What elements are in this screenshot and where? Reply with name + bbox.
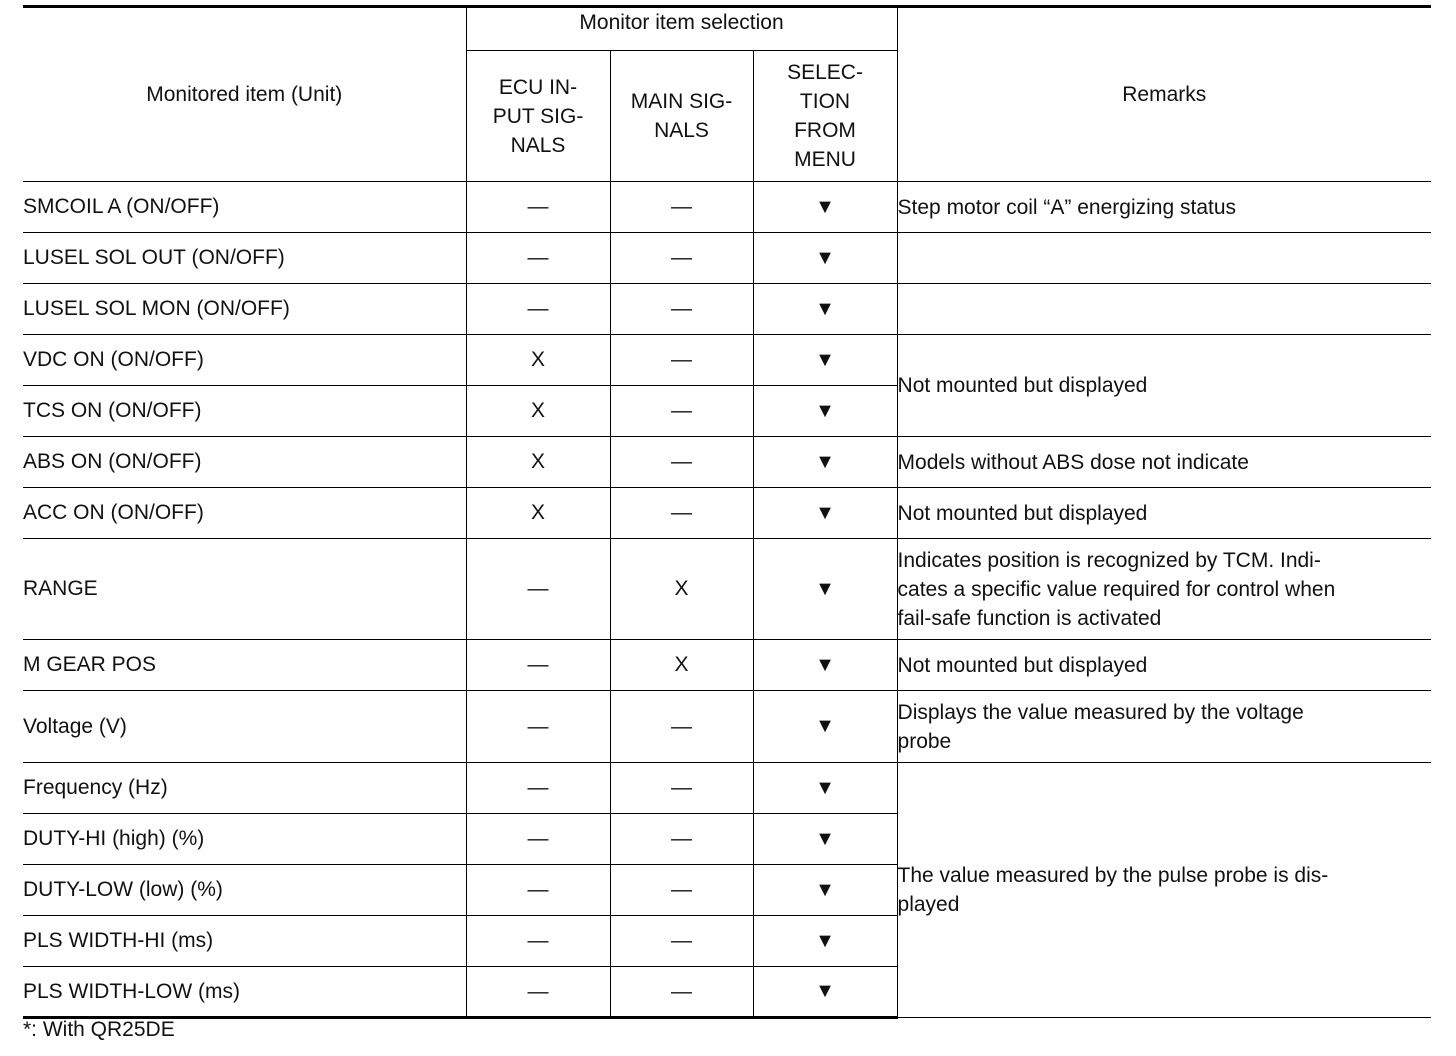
ecu-input-mark: — xyxy=(466,182,610,233)
ecu-input-mark: — xyxy=(466,763,610,814)
selection-triangle-icon: ▼ xyxy=(753,335,897,386)
selection-triangle-icon: ▼ xyxy=(753,437,897,488)
item-cell: ACC ON (ON/OFF) xyxy=(23,488,466,539)
selection-triangle-icon: ▼ xyxy=(753,763,897,814)
ecu-input-mark: — xyxy=(466,539,610,640)
table-row xyxy=(23,488,1431,539)
main-signal-mark: — xyxy=(610,284,753,335)
selection-triangle-icon: ▼ xyxy=(753,967,897,1018)
remark-cell: Not mounted but displayed xyxy=(897,640,1431,691)
selection-triangle-icon: ▼ xyxy=(753,233,897,284)
header-monitored-item: Monitored item (Unit) xyxy=(23,7,466,182)
footnote: *: With QR25DE xyxy=(23,1018,175,1041)
table-row xyxy=(23,335,1431,386)
ecu-input-mark: X xyxy=(466,335,610,386)
main-signal-mark: — xyxy=(610,488,753,539)
table-row xyxy=(23,691,1431,763)
main-signal-mark: — xyxy=(610,763,753,814)
item-cell: TCS ON (ON/OFF) xyxy=(23,386,466,437)
selection-triangle-icon: ▼ xyxy=(753,814,897,865)
selection-triangle-icon: ▼ xyxy=(753,640,897,691)
selection-triangle-icon: ▼ xyxy=(753,916,897,967)
remark-cell: The value measured by the pulse probe is dis- played xyxy=(897,763,1431,1018)
remark-cell: Indicates position is recognized by TCM. Indi- cates a specific value required for control when fail-safe function is activated xyxy=(897,539,1431,640)
item-cell: M GEAR POS xyxy=(23,640,466,691)
ecu-input-mark: — xyxy=(466,814,610,865)
ecu-input-mark: X xyxy=(466,488,610,539)
remark-cell xyxy=(897,284,1431,335)
item-cell: ABS ON (ON/OFF) xyxy=(23,437,466,488)
table-row xyxy=(23,284,1431,335)
item-cell: DUTY-LOW (low) (%) xyxy=(23,865,466,916)
header-main-signals: MAIN SIG- NALS xyxy=(610,51,753,182)
selection-triangle-icon: ▼ xyxy=(753,488,897,539)
remark-cell: Displays the value measured by the voltage probe xyxy=(897,691,1431,763)
monitor-item-table xyxy=(23,5,1431,1019)
ecu-input-mark: — xyxy=(466,967,610,1018)
item-cell: LUSEL SOL MON (ON/OFF) xyxy=(23,284,466,335)
main-signal-mark: — xyxy=(610,865,753,916)
selection-triangle-icon: ▼ xyxy=(753,865,897,916)
remark-cell: Not mounted but displayed xyxy=(897,488,1431,539)
table-row xyxy=(23,539,1431,640)
remark-cell: Models without ABS dose not indicate xyxy=(897,437,1431,488)
header-monitor-item-selection: Monitor item selection xyxy=(466,7,897,51)
header-selection-from-menu: SELEC- TION FROM MENU xyxy=(753,51,897,182)
ecu-input-mark: — xyxy=(466,691,610,763)
item-cell: LUSEL SOL OUT (ON/OFF) xyxy=(23,233,466,284)
main-signal-mark: X xyxy=(610,640,753,691)
selection-triangle-icon: ▼ xyxy=(753,539,897,640)
remark-cell xyxy=(897,233,1431,284)
selection-triangle-icon: ▼ xyxy=(753,691,897,763)
main-signal-mark: — xyxy=(610,233,753,284)
item-cell: RANGE xyxy=(23,539,466,640)
item-cell: VDC ON (ON/OFF) xyxy=(23,335,466,386)
main-signal-mark: X xyxy=(610,539,753,640)
selection-triangle-icon: ▼ xyxy=(753,386,897,437)
ecu-input-mark: — xyxy=(466,916,610,967)
main-signal-mark: — xyxy=(610,967,753,1018)
item-cell: PLS WIDTH-HI (ms) xyxy=(23,916,466,967)
table-row xyxy=(23,640,1431,691)
table-row xyxy=(23,233,1431,284)
main-signal-mark: — xyxy=(610,335,753,386)
main-signal-mark: — xyxy=(610,916,753,967)
ecu-input-mark: X xyxy=(466,437,610,488)
remark-cell: Not mounted but displayed xyxy=(897,335,1431,437)
ecu-input-mark: — xyxy=(466,284,610,335)
item-cell: Frequency (Hz) xyxy=(23,763,466,814)
ecu-input-mark: — xyxy=(466,865,610,916)
selection-triangle-icon: ▼ xyxy=(753,284,897,335)
item-cell: Voltage (V) xyxy=(23,691,466,763)
table-row xyxy=(23,182,1431,233)
main-signal-mark: — xyxy=(610,691,753,763)
main-signal-mark: — xyxy=(610,386,753,437)
header-ecu-input-signals: ECU IN- PUT SIG- NALS xyxy=(466,51,610,182)
main-signal-mark: — xyxy=(610,437,753,488)
ecu-input-mark: — xyxy=(466,640,610,691)
table-row xyxy=(23,437,1431,488)
selection-triangle-icon: ▼ xyxy=(753,182,897,233)
main-signal-mark: — xyxy=(610,182,753,233)
remark-cell: Step motor coil “A” energizing status xyxy=(897,182,1431,233)
item-cell: SMCOIL A (ON/OFF) xyxy=(23,182,466,233)
table-row xyxy=(23,763,1431,814)
header-remarks: Remarks xyxy=(897,7,1431,182)
item-cell: PLS WIDTH-LOW (ms) xyxy=(23,967,466,1018)
ecu-input-mark: — xyxy=(466,233,610,284)
ecu-input-mark: X xyxy=(466,386,610,437)
main-signal-mark: — xyxy=(610,814,753,865)
item-cell: DUTY-HI (high) (%) xyxy=(23,814,466,865)
